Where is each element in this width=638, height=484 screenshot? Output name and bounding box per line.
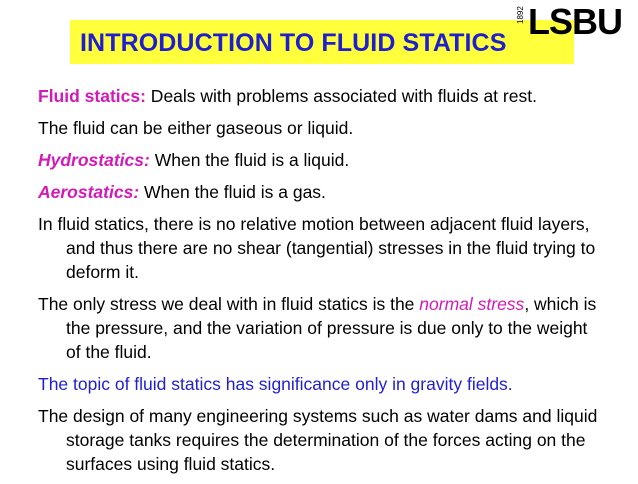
paragraph-fluid-statics [38,84,598,108]
definition-fluid-statics: Deals with problems associated with fluids at rest. [145,86,537,106]
term-aerostatics: Aerostatics: [38,182,140,202]
logo-year: 1892 [516,6,525,24]
paragraph-normal-stress [38,292,598,364]
paragraph-engineering-design: The design of many engineering systems such as water dams and liquid storage tanks requires the determination of the forces acting on the surfaces using fluid statics. [38,406,598,474]
term-normal-stress: normal stress [419,294,525,314]
term-hydrostatics: Hydrostatics: [38,150,150,170]
term-fluid-statics: Fluid statics: [38,86,146,106]
paragraph-aerostatics [38,180,598,204]
paragraph-hydrostatics [38,148,598,172]
page-title: INTRODUCTION TO FLUID STATICS [80,29,507,57]
title-banner [70,20,574,64]
normal-stress-tail: , which is the pressure, and the variation of pressure is due only to the weight of the fluid. [66,294,597,362]
paragraph-no-shear: In fluid statics, there is no relative motion between adjacent fluid layers, and thus there are no shear (tangential) stresses in the fluid trying to deform it. [38,214,596,282]
definition-aerostatics: When the fluid is a gas. [139,182,326,202]
normal-stress-lead: The only stress we deal with in fluid statics is the [38,294,420,314]
paragraph-fluid-states: The fluid can be either gaseous or liquid. [38,118,354,138]
lsbu-logo [516,2,626,42]
slide-body [38,84,598,484]
definition-hydrostatics: When the fluid is a liquid. [149,150,350,170]
paragraph-gravity-fields: The topic of fluid statics has significance only in gravity fields. [38,374,513,394]
logo-name: LSBU [528,1,622,42]
